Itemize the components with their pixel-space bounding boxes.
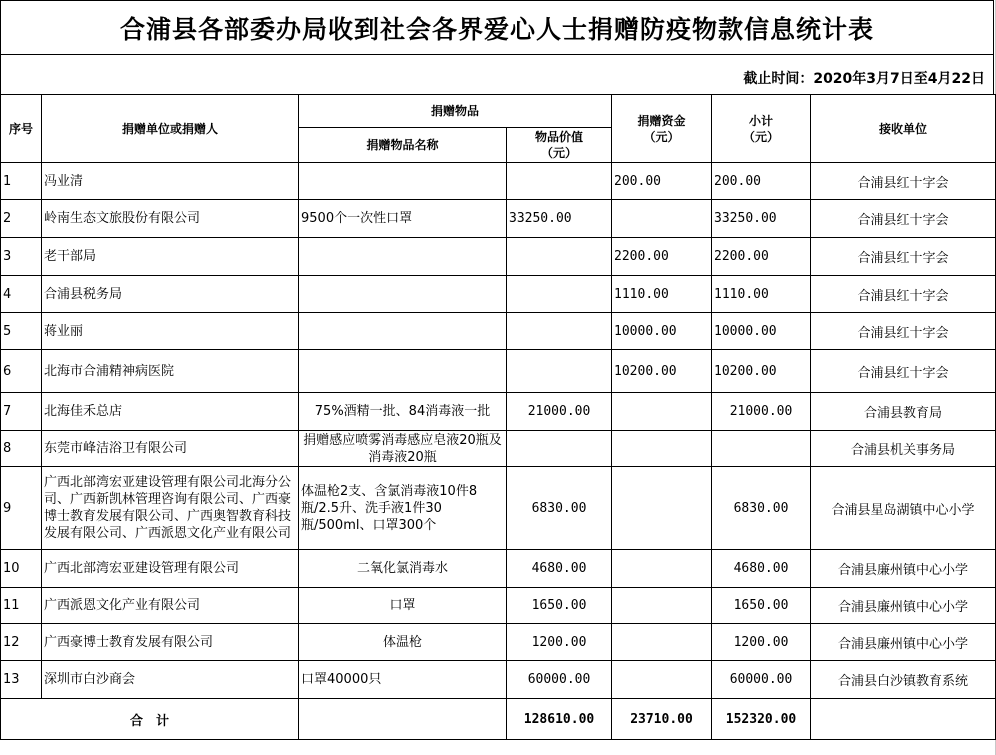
cell-recipient: 合浦县机关事务局	[811, 431, 996, 467]
cell-recipient: 合浦县红十字会	[811, 163, 996, 200]
cell-donor: 广西豪博士教育发展有限公司	[42, 624, 299, 661]
cell-funds: 200.00	[612, 163, 712, 200]
header-seq: 序号	[1, 95, 42, 163]
period-text: 截止时间：2020年3月7日至4月22日	[743, 71, 985, 87]
cell-seq: 3	[1, 238, 42, 276]
cell-seq: 7	[1, 393, 42, 431]
total-row	[1, 699, 996, 740]
cell-recipient: 合浦县教育局	[811, 393, 996, 431]
cell-goods-value	[507, 163, 612, 200]
cell-goods-value: 1200.00	[507, 624, 612, 661]
header-goods: 捐赠物品	[299, 95, 612, 128]
table-row	[1, 313, 996, 350]
total-funds: 23710.00	[612, 699, 712, 740]
cell-goods-name: 口罩	[299, 588, 507, 624]
table-row	[1, 624, 996, 661]
cell-subtotal: 4680.00	[712, 550, 811, 588]
cell-donor: 广西北部湾宏亚建设管理有限公司	[42, 550, 299, 588]
cell-seq: 12	[1, 624, 42, 661]
table-row	[1, 467, 996, 550]
cell-goods-name: 体温枪2支、含氯消毒液10件8瓶/2.5升、洗手液1件30瓶/500ml、口罩300个	[299, 467, 507, 550]
cell-goods-value	[507, 276, 612, 313]
cell-funds	[612, 550, 712, 588]
cell-goods-name	[299, 238, 507, 276]
cell-subtotal: 1650.00	[712, 588, 811, 624]
cell-donor: 广西派恩文化产业有限公司	[42, 588, 299, 624]
cell-seq: 10	[1, 550, 42, 588]
cell-seq: 9	[1, 467, 42, 550]
cell-recipient: 合浦县红十字会	[811, 276, 996, 313]
table-row	[1, 200, 996, 238]
cell-donor: 岭南生态文旅股份有限公司	[42, 200, 299, 238]
cell-recipient: 合浦县廉州镇中心小学	[811, 588, 996, 624]
cell-goods-value: 60000.00	[507, 661, 612, 699]
cell-subtotal: 200.00	[712, 163, 811, 200]
table-row	[1, 393, 996, 431]
cell-funds	[612, 588, 712, 624]
cell-funds	[612, 393, 712, 431]
total-goods-name	[299, 699, 507, 740]
cell-recipient: 合浦县廉州镇中心小学	[811, 550, 996, 588]
period-label	[0, 54, 994, 94]
cell-recipient: 合浦县红十字会	[811, 313, 996, 350]
cell-recipient: 合浦县白沙镇教育系统	[811, 661, 996, 699]
cell-goods-name	[299, 313, 507, 350]
total-label: 合 计	[1, 699, 299, 740]
table-row	[1, 163, 996, 200]
cell-subtotal: 60000.00	[712, 661, 811, 699]
cell-subtotal: 1110.00	[712, 276, 811, 313]
cell-funds	[612, 661, 712, 699]
cell-seq: 4	[1, 276, 42, 313]
cell-subtotal: 6830.00	[712, 467, 811, 550]
cell-goods-value	[507, 313, 612, 350]
cell-funds: 10000.00	[612, 313, 712, 350]
table-row	[1, 276, 996, 313]
table-row	[1, 550, 996, 588]
total-subtotal: 152320.00	[712, 699, 811, 740]
cell-goods-name	[299, 163, 507, 200]
cell-subtotal: 10200.00	[712, 350, 811, 393]
sheet-title: 合浦县各部委办局收到社会各界爱心人士捐赠防疫物款信息统计表	[0, 0, 994, 54]
cell-goods-name	[299, 276, 507, 313]
cell-goods-name: 体温枪	[299, 624, 507, 661]
cell-seq: 6	[1, 350, 42, 393]
cell-recipient: 合浦县廉州镇中心小学	[811, 624, 996, 661]
cell-funds	[612, 200, 712, 238]
cell-goods-value	[507, 238, 612, 276]
donation-table	[0, 94, 996, 740]
cell-donor: 合浦县税务局	[42, 276, 299, 313]
cell-funds: 10200.00	[612, 350, 712, 393]
header-funds: 捐赠资金 （元）	[612, 95, 712, 163]
header-goods-value: 物品价值 （元）	[507, 128, 612, 163]
cell-donor: 广西北部湾宏亚建设管理有限公司北海分公司、广西新凯林管理咨询有限公司、广西豪博士教育发展有限公司、广西奥智教育科技发展有限公司、广西派恩文化产业有限公司	[42, 467, 299, 550]
total-recipient	[811, 699, 996, 740]
cell-goods-value: 4680.00	[507, 550, 612, 588]
cell-recipient: 合浦县红十字会	[811, 238, 996, 276]
table-row	[1, 588, 996, 624]
cell-subtotal: 21000.00	[712, 393, 811, 431]
table-row	[1, 431, 996, 467]
cell-goods-name: 二氧化氯消毒水	[299, 550, 507, 588]
cell-funds	[612, 431, 712, 467]
cell-goods-value: 33250.00	[507, 200, 612, 238]
cell-goods-name: 口罩40000只	[299, 661, 507, 699]
cell-donor: 北海市合浦精神病医院	[42, 350, 299, 393]
cell-goods-value	[507, 431, 612, 467]
cell-donor: 冯业清	[42, 163, 299, 200]
cell-funds: 1110.00	[612, 276, 712, 313]
cell-donor: 蒋业丽	[42, 313, 299, 350]
header-donor: 捐赠单位或捐赠人	[42, 95, 299, 163]
cell-goods-name: 9500个一次性口罩	[299, 200, 507, 238]
table-row	[1, 661, 996, 699]
cell-goods-name: 75%酒精一批、84消毒液一批	[299, 393, 507, 431]
cell-donor: 老干部局	[42, 238, 299, 276]
cell-goods-name: 捐赠感应喷雾消毒感应皂液20瓶及消毒液20瓶	[299, 431, 507, 467]
cell-subtotal	[712, 431, 811, 467]
cell-recipient: 合浦县星岛湖镇中心小学	[811, 467, 996, 550]
cell-subtotal: 33250.00	[712, 200, 811, 238]
cell-seq: 1	[1, 163, 42, 200]
cell-seq: 5	[1, 313, 42, 350]
cell-goods-value: 6830.00	[507, 467, 612, 550]
cell-subtotal: 10000.00	[712, 313, 811, 350]
cell-funds	[612, 467, 712, 550]
cell-seq: 2	[1, 200, 42, 238]
header-subtotal: 小计 （元）	[712, 95, 811, 163]
cell-subtotal: 2200.00	[712, 238, 811, 276]
cell-donor: 北海佳禾总店	[42, 393, 299, 431]
header-recipient: 接收单位	[811, 95, 996, 163]
cell-recipient: 合浦县红十字会	[811, 350, 996, 393]
cell-seq: 8	[1, 431, 42, 467]
cell-goods-value	[507, 350, 612, 393]
header-goods-name: 捐赠物品名称	[299, 128, 507, 163]
table-row	[1, 350, 996, 393]
cell-recipient: 合浦县红十字会	[811, 200, 996, 238]
table-row	[1, 238, 996, 276]
cell-subtotal: 1200.00	[712, 624, 811, 661]
total-goods-value: 128610.00	[507, 699, 612, 740]
cell-seq: 13	[1, 661, 42, 699]
cell-goods-name	[299, 350, 507, 393]
cell-goods-value: 21000.00	[507, 393, 612, 431]
cell-goods-value: 1650.00	[507, 588, 612, 624]
cell-funds	[612, 624, 712, 661]
cell-donor: 深圳市白沙商会	[42, 661, 299, 699]
cell-seq: 11	[1, 588, 42, 624]
cell-funds: 2200.00	[612, 238, 712, 276]
cell-donor: 东莞市峰洁浴卫有限公司	[42, 431, 299, 467]
